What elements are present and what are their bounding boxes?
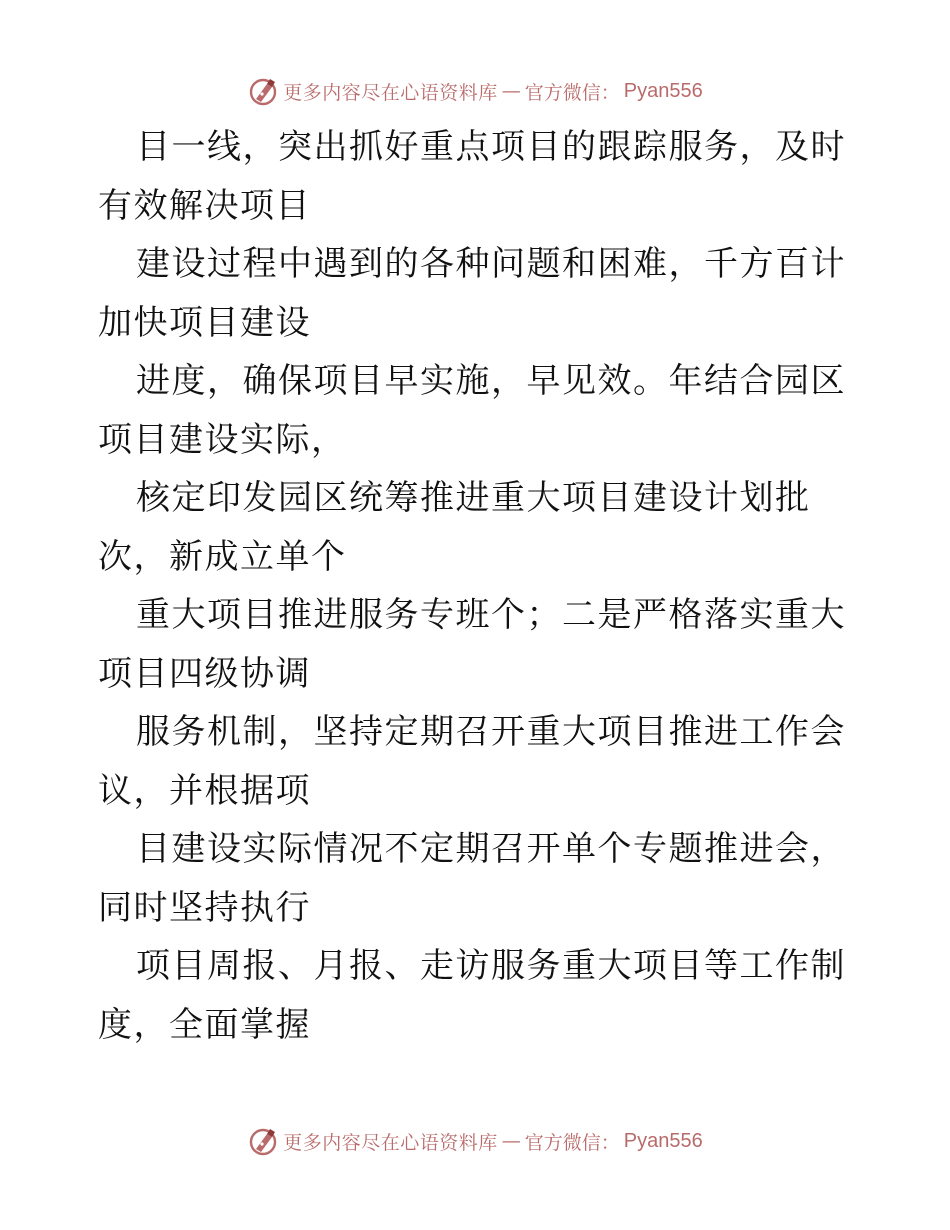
watermark-group	[247, 75, 703, 107]
watermark-wechat-label: 官方微信：	[524, 1131, 620, 1154]
paragraph	[98, 703, 858, 820]
watermark-wechat-id: Pyan556	[623, 79, 703, 102]
paragraph-line: 建设过程中遇到的各种问题和困难，千方百计加	[98, 244, 846, 343]
paragraph-line: 时坚持执行	[133, 887, 311, 928]
paragraph	[98, 820, 858, 937]
paragraph	[98, 586, 858, 703]
paragraph	[98, 235, 858, 352]
paragraph-line: 目建设实际，	[133, 419, 347, 460]
watermark-brand-text: 更多内容尽在心语资料库	[283, 1131, 498, 1154]
document-body	[98, 118, 858, 1054]
paragraph-line: 新成立单个	[169, 536, 347, 577]
watermark-dash: —	[501, 80, 521, 102]
paragraph	[98, 118, 858, 235]
paragraph-line: 目四级协调	[133, 653, 311, 694]
paragraph	[98, 469, 858, 586]
watermark-dash: —	[501, 1130, 521, 1152]
watermark-group	[247, 1125, 703, 1157]
paragraph	[98, 352, 858, 469]
paragraph-line: 核定印发园区统筹推进重大项目建设计划批次，	[98, 478, 811, 577]
watermark-wechat-label: 官方微信：	[524, 81, 620, 104]
pen-nib-logo-icon	[247, 75, 279, 107]
paragraph-line: 进度，确保项目早实施，早见效。年结合园区项	[98, 361, 846, 460]
paragraph-line: 目一线，突出抓好重点项目的跟踪服务，及时有	[98, 127, 846, 226]
paragraph-line: 目建设实际情况不定期召开单个专题推进会，同	[98, 829, 846, 928]
paragraph-line: 议，并根据项	[98, 770, 311, 811]
paragraph-line: 效解决项目	[133, 185, 311, 226]
paragraph-line: 度，全面掌握	[98, 1004, 311, 1045]
watermark-wechat-id: Pyan556	[623, 1129, 703, 1152]
paragraph-line: 快项目建设	[133, 302, 311, 343]
paragraph-line: 项目周报、月报、走访服务重大项目等工作制	[136, 946, 846, 986]
paragraph	[98, 937, 858, 1054]
footer-watermark	[0, 1121, 950, 1161]
watermark-brand-text: 更多内容尽在心语资料库	[283, 81, 498, 104]
header-watermark	[0, 71, 950, 111]
pen-nib-logo-icon	[247, 1125, 279, 1157]
paragraph-line: 重大项目推进服务专班个；二是严格落实重大项	[98, 595, 846, 694]
paragraph-line: 服务机制，坚持定期召开重大项目推进工作会	[136, 712, 846, 752]
